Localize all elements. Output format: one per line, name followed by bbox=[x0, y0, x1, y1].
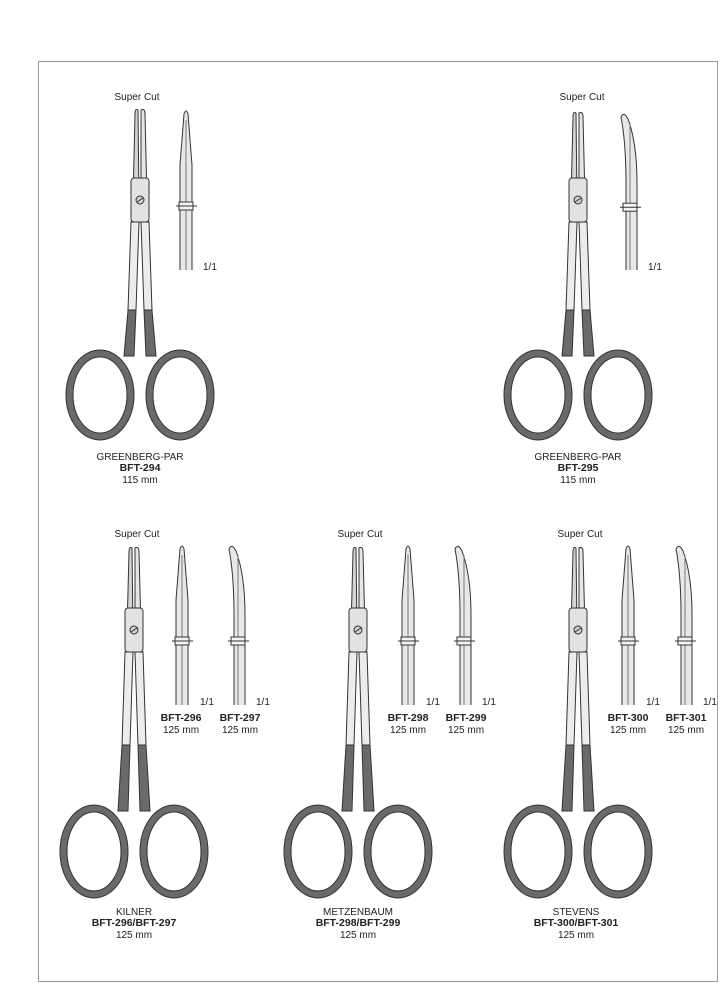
finger-ring-hole bbox=[591, 357, 645, 433]
shank bbox=[566, 652, 577, 745]
shank bbox=[135, 652, 146, 745]
handle-shank bbox=[118, 745, 130, 811]
finger-ring-hole bbox=[511, 357, 565, 433]
handle-shank bbox=[582, 310, 594, 356]
variant-size: 125 mm bbox=[447, 725, 485, 736]
product-size: 115 mm bbox=[560, 475, 596, 486]
handle-shank bbox=[144, 310, 156, 356]
curved-tip-detail bbox=[228, 546, 249, 705]
scale-label: 1/1 bbox=[256, 697, 270, 708]
straight-tip-detail bbox=[172, 546, 193, 705]
product-size: 125 mm bbox=[339, 930, 377, 941]
curved-tip-detail bbox=[675, 546, 696, 705]
product-name: GREENBERG-PAR bbox=[96, 452, 184, 463]
curved-tip-detail bbox=[454, 546, 475, 705]
product-name: STEVENS bbox=[552, 907, 600, 918]
handle-shank bbox=[562, 310, 574, 356]
shank bbox=[566, 222, 577, 310]
scale-label: 1/1 bbox=[648, 262, 662, 273]
super-cut-label: Super Cut bbox=[114, 92, 160, 103]
handle-shank bbox=[362, 745, 374, 811]
finger-ring-hole bbox=[291, 812, 345, 891]
variant-code: BFT-301 bbox=[665, 712, 707, 724]
variant-size: 125 mm bbox=[667, 725, 705, 736]
shank bbox=[359, 652, 370, 745]
product-code: BFT-300/BFT-301 bbox=[533, 917, 619, 929]
product-name: METZENBAUM bbox=[323, 907, 393, 918]
shank bbox=[122, 652, 133, 745]
scale-label: 1/1 bbox=[482, 697, 496, 708]
product-size: 125 mm bbox=[557, 930, 595, 941]
shank bbox=[346, 652, 357, 745]
handle-shank bbox=[582, 745, 594, 811]
product-name: GREENBERG-PAR bbox=[534, 452, 622, 463]
shank bbox=[579, 222, 590, 310]
variant-size: 125 mm bbox=[609, 725, 647, 736]
scale-label: 1/1 bbox=[703, 697, 717, 708]
straight-tip-detail bbox=[176, 111, 197, 270]
shank bbox=[579, 652, 590, 745]
scale-label: 1/1 bbox=[426, 697, 440, 708]
variant-code: BFT-298 bbox=[387, 712, 429, 724]
curved-tip-detail bbox=[620, 114, 641, 270]
variant-size: 125 mm bbox=[389, 725, 427, 736]
variant-code: BFT-300 bbox=[607, 712, 649, 724]
super-cut-label: Super Cut bbox=[559, 92, 605, 103]
scale-label: 1/1 bbox=[200, 697, 214, 708]
finger-ring-hole bbox=[153, 357, 207, 433]
tip-outline bbox=[676, 546, 692, 705]
scale-label: 1/1 bbox=[203, 262, 217, 273]
tip-outline bbox=[455, 546, 471, 705]
super-cut-label: Super Cut bbox=[557, 529, 603, 540]
product-size: 125 mm bbox=[115, 930, 153, 941]
finger-ring-hole bbox=[511, 812, 565, 891]
tip-outline bbox=[621, 114, 637, 270]
handle-shank bbox=[124, 310, 136, 356]
shank bbox=[141, 222, 152, 310]
product-size: 115 mm bbox=[122, 475, 158, 486]
super-cut-label: Super Cut bbox=[114, 529, 160, 540]
product-code: BFT-298/BFT-299 bbox=[315, 917, 401, 929]
finger-ring-hole bbox=[591, 812, 645, 891]
straight-tip-detail bbox=[618, 546, 639, 705]
handle-shank bbox=[562, 745, 574, 811]
shank bbox=[128, 222, 139, 310]
product-code: BFT-296/BFT-297 bbox=[91, 917, 177, 929]
variant-code: BFT-297 bbox=[219, 712, 261, 724]
product-code: BFT-294 bbox=[119, 462, 161, 474]
scale-label: 1/1 bbox=[646, 697, 660, 708]
variant-code: BFT-299 bbox=[445, 712, 487, 724]
finger-ring-hole bbox=[147, 812, 201, 891]
handle-shank bbox=[342, 745, 354, 811]
finger-ring-hole bbox=[73, 357, 127, 433]
finger-ring-hole bbox=[371, 812, 425, 891]
tip-outline bbox=[229, 546, 245, 705]
handle-shank bbox=[138, 745, 150, 811]
product-code: BFT-295 bbox=[557, 462, 599, 474]
variant-code: BFT-296 bbox=[160, 712, 202, 724]
straight-tip-detail bbox=[398, 546, 419, 705]
finger-ring-hole bbox=[67, 812, 121, 891]
variant-size: 125 mm bbox=[162, 725, 200, 736]
super-cut-label: Super Cut bbox=[337, 529, 383, 540]
variant-size: 125 mm bbox=[221, 725, 259, 736]
product-name: KILNER bbox=[115, 907, 153, 918]
